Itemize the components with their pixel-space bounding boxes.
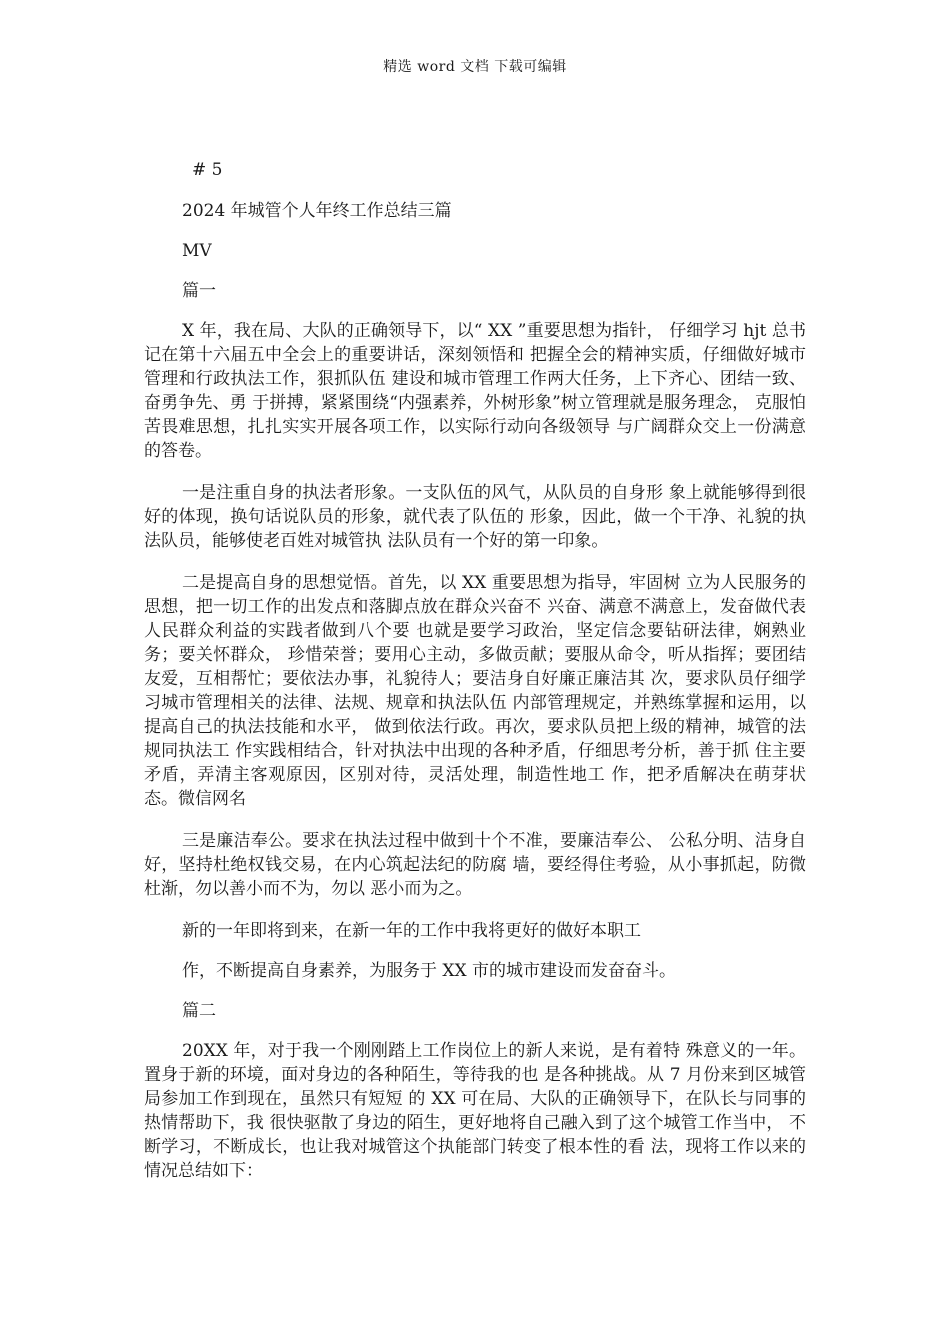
document-body	[144, 158, 806, 1201]
paragraph-5-line-2: 作，不断提高自身素养，为服务于 XX 市的城市建设而发奋奋斗。	[182, 961, 677, 981]
section-heading-2: 篇二	[182, 1001, 216, 1021]
paragraph-6: 20XX 年，对于我一个刚刚踏上工作岗位上的新人来说，是有着特 殊意义的一年。置身于新的环境，面对身边的各种陌生，等待我的也 是各种挑战。从 7 月份来到区城管局参加工作到现在，虽然只有短短 的 XX 可在局、大队的正确领导下，在队长与同事的热情帮助下，我 很快驱散了身边的陌生，更好地将自己融入到了这个城管工作当中， 不断学习，不断成长，也让我对城管这个执能部门转变了根本性的看 法，现将工作以来的情况总结如下：	[144, 1041, 806, 1181]
doc-title: 2024 年城管个人年终工作总结三篇	[182, 201, 452, 221]
page-header: 精选 word 文档 下载可编辑	[383, 59, 567, 75]
paragraph-4: 三是廉洁奉公。要求在执法过程中做到十个不准，要廉洁奉公、 公私分明、洁身自好，坚持杜绝权钱交易，在内心筑起法纪的防腐 墙，要经得住考验，从小事抓起，防微杜渐，勿以善小而不为，勿以 恶小而为之。	[144, 831, 806, 899]
doc-mark: # 5	[192, 160, 223, 180]
section-heading-1: 篇一	[182, 281, 216, 301]
doc-code: MV	[182, 241, 212, 261]
paragraph-5-line-1: 新的一年即将到来，在新一年的工作中我将更好的做好本职工	[182, 921, 641, 941]
paragraph-2: 一是注重自身的执法者形象。一支队伍的风气，从队员的自身形 象上就能够得到很好的体现，换句话说队员的形象，就代表了队伍的 形象，因此，做一个干净、礼貌的执法队员，能够使老百姓对城管执 法队员有一个好的第一印象。	[144, 483, 806, 551]
paragraph-3: 二是提高自身的思想觉悟。首先，以 XX 重要思想为指导，牢固树 立为人民服务的思想，把一切工作的出发点和落脚点放在群众兴奋不 兴奋、满意不满意上，发奋做代表人民群众利益的实践者做到八个要 也就是要学习政治，坚定信念要钻研法律，娴熟业务；要关怀群众， 珍惜荣誉；要用心主动，多做贡献；要服从命令，听从指挥；要团结 友爱，互相帮忙；要依法办事，礼貌待人；要洁身自好廉正廉洁其 次，要求队员仔细学习城市管理相关的法律、法规、规章和执法队伍 内部管理规定，并熟练掌握和运用，以提高自己的执法技能和水平， 做到依法行政。再次，要求队员把上级的精神，城管的法规同执法工 作实践相结合，针对执法中出现的各种矛盾，仔细思考分析，善于抓 住主要矛盾，弄清主客观原因，区别对待，灵活处理，制造性地工 作，把矛盾解决在萌芽状态。微信网名	[144, 573, 806, 809]
paragraph-1: X 年，我在局、大队的正确领导下，以“ XX ”重要思想为指针， 仔细学习 hjt 总书记在第十六届五中全会上的重要讲话，深刻领悟和 把握全会的精神实质，仔细做好城市管理和行政执法工作，狠抓队伍 建设和城市管理工作两大任务，上下齐心、团结一致、奋勇争先、勇 于拼搏，紧紧围绕“内强素养，外树形象”树立管理就是服务理念， 克服怕苦畏难思想，扎扎实实开展各项工作，以实际行动向各级领导 与广阔群众交上一份满意的答卷。	[144, 321, 806, 461]
